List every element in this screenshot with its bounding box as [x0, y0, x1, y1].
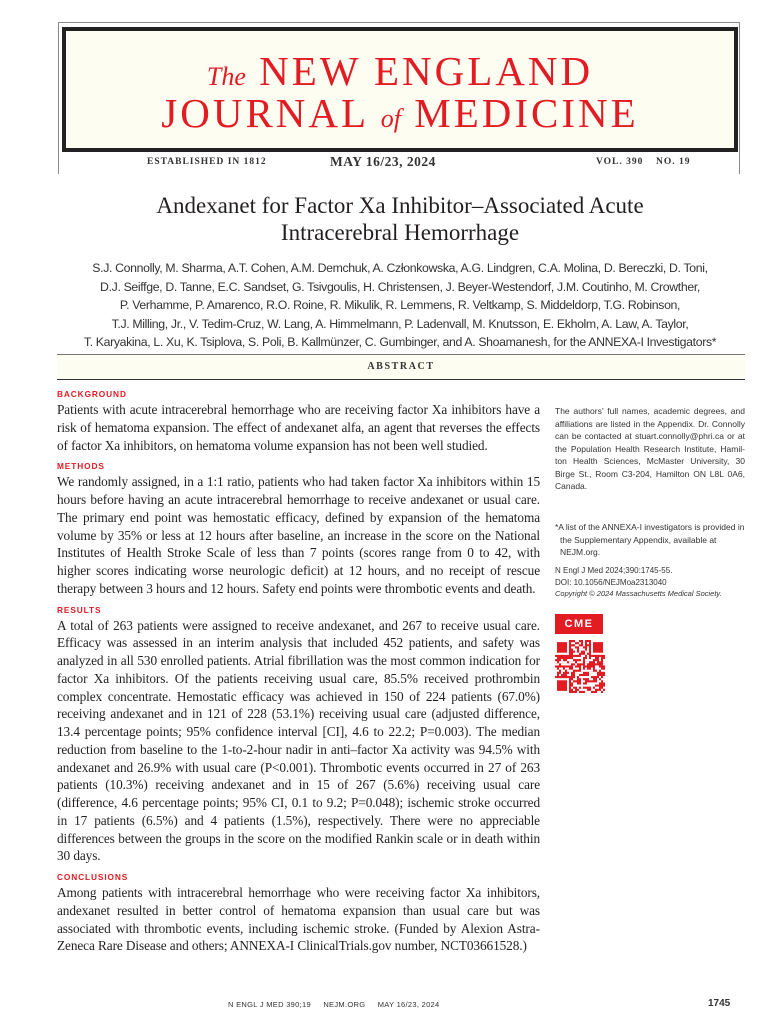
abstract-body [57, 386, 540, 961]
author-line: S.J. Connolly, M. Sharma, A.T. Cohen, A.M. Demchuk, A. Członkowska, A.G. Lindgren, C.A. Molina, D. Bereczki, D. Toni, [92, 261, 708, 275]
footer-site: NEJM.ORG [323, 1000, 366, 1009]
abstract-heading: ABSTRACT [57, 354, 745, 380]
author-line: T.J. Milling, Jr., V. Tedim-Cruz, W. Lang, A. Himmelmann, P. Ladenvall, M. Knutsson, E. Ekholm, A. Law, A. Taylor, [111, 316, 689, 331]
author-list [40, 259, 760, 352]
journal-masthead [62, 27, 738, 152]
authors-affiliation-note: The authors’ full names, academic degrees, and affiliations are listed in the Appendix. Dr. Connolly can be contacted at stuart.connolly@phri.ca or at the Population Health Research Institute, Hamilton Health Sciences, McMaster University, 30 Birge St., Room C3-204, Hamilton ON L8L 0A6, Canada. [555, 406, 745, 491]
citation-block [555, 565, 745, 600]
page-footer [228, 1000, 449, 1009]
issue-number-label: NO. 19 [656, 157, 691, 167]
footer-journal-ref: N ENGL J MED 390;19 [228, 1000, 311, 1009]
section-heading-background: BACKGROUND [57, 389, 127, 399]
section-text-background: Patients with acute intracerebral hemorrhage who are receiving factor Xa inhibitors have a risk of hematoma expansion. The effect of andexanet alfa, an agent that reverses the effects of factor Xa inhibitors, on hematoma volume expansion has not been well studied. [57, 402, 540, 453]
copyright: Copyright © 2024 Massachusetts Medical Society. [555, 589, 722, 598]
section-text-results: A total of 263 patients were assigned to receive andexanet, and 267 to receive usual care. Efficacy was assessed in an interim analysis that included 452 patients, and safety was analyzed in all 530 enrolled patients. Atrial fibrillation was the most common indication for factor Xa inhibitors. Of the patients receiving usual care, 85.5% received prothrombin complex concentrate. Hemostatic efficacy was achieved in 150 of 224 patients (67.0%) receiving andexanet and in 121 of 228 (53.1%) receiving usual care (adjusted difference, 13.4 percentage points; 95% confidence interval [CI], 4.6 to 22.2; P=0.003). The median reduction from baseline to the 1-to-2-hour nadir in anti–factor Xa activity was 94.5% with andexanet and 26.9% with usual care (P<0.001). Thrombotic events occurred in 27 of 263 patients (10.3%) receiving andexanet and in 15 of 267 (5.6%) receiving usual care (difference, 4.6 percentage points; 95% CI, 0.1 to 9.2; P=0.048); ischemic stroke occurred in 17 patients (6.5%) and 4 patients (1.5%), respectively. There were no appreciable differences between the groups in the score on the modified Rankin scale or in death within 30 days. [57, 617, 540, 864]
section-text-methods: We randomly assigned, in a 1:1 ratio, patients who had taken factor Xa inhibitors within 15 hours before having an acute intracerebral hemorrhage to receive andexanet or usual care. The primary end point was hemostatic efficacy, defined by expansion of the hematoma volume by 35% or less at 12 hours after baseline, an increase in the score on the National Institutes of Health Stroke Scale of less than 7 points (scores range from 0 to 42, with higher scores indicating worse neurologic deficit) at 12 hours, and no receipt of rescue therapy between 3 hours and 12 hours. Safety end points were thrombotic events and death. [57, 474, 540, 596]
volume-label: VOL. 390 [596, 157, 644, 167]
qr-code-icon[interactable] [555, 640, 605, 693]
cme-badge[interactable]: CME [555, 614, 603, 634]
page-number: 1745 [708, 998, 731, 1009]
section-heading-results: RESULTS [57, 604, 102, 615]
article-title [40, 192, 760, 246]
masthead-new-england: NEW ENGLAND [259, 48, 594, 94]
doi[interactable]: DOI: 10.1056/NEJMoa2313040 [555, 577, 667, 587]
masthead-line-2 [66, 91, 734, 141]
article-title-line-2: Intracerebral Hemorrhage [280, 220, 520, 245]
section-text-conclusions: Among patients with intracerebral hemorrhage who were receiving factor Xa inhibitors, andexanet resulted in better control of hematoma expansion than usual care but was associated with thrombotic events, including ischemic stroke. (Funded by Alexion AstraZeneca Rare Disease and others; ANNEXA-I ClinicalTrials.gov number, NCT03661528.) [57, 885, 540, 954]
author-line: P. Verhamme, P. Amarenco, R.O. Roine, R. Mikulik, R. Lemmens, R. Veltkamp, S. Middeldorp, T.G. Robinson, [119, 298, 681, 313]
citation: N Engl J Med 2024;390:1745-55. [555, 566, 673, 575]
established-label: ESTABLISHED IN 1812 [147, 157, 267, 167]
investigators-note: *A list of the ANNEXA-I investigators is provided in the Supplementary Appendix, available at NEJM.org. [555, 522, 745, 557]
masthead-medicine: MEDICINE [414, 90, 639, 136]
issue-date: MAY 16/23, 2024 [330, 154, 436, 169]
author-line: T. Karyakina, L. Xu, K. Tsiplova, S. Poli, B. Kallmünzer, C. Gumbinger, and A. Shoamanesh, for the ANNEXA-I Investigators* [83, 335, 717, 350]
footer-date: MAY 16/23, 2024 [377, 1000, 440, 1009]
masthead-of: of [380, 104, 402, 133]
masthead-the: The [206, 62, 246, 91]
section-heading-methods: METHODS [57, 461, 105, 472]
author-line: D.J. Seiffge, D. Tanne, E.C. Sandset, G. Tsivgoulis, H. Christensen, J. Beyer-Westendorf, J.M. Coutinho, M. Crowther, [100, 279, 700, 294]
article-title-line-1: Andexanet for Factor Xa Inhibitor–Associated Acute [156, 193, 644, 218]
section-heading-conclusions: CONCLUSIONS [57, 872, 129, 882]
masthead-journal: JOURNAL [161, 90, 368, 136]
